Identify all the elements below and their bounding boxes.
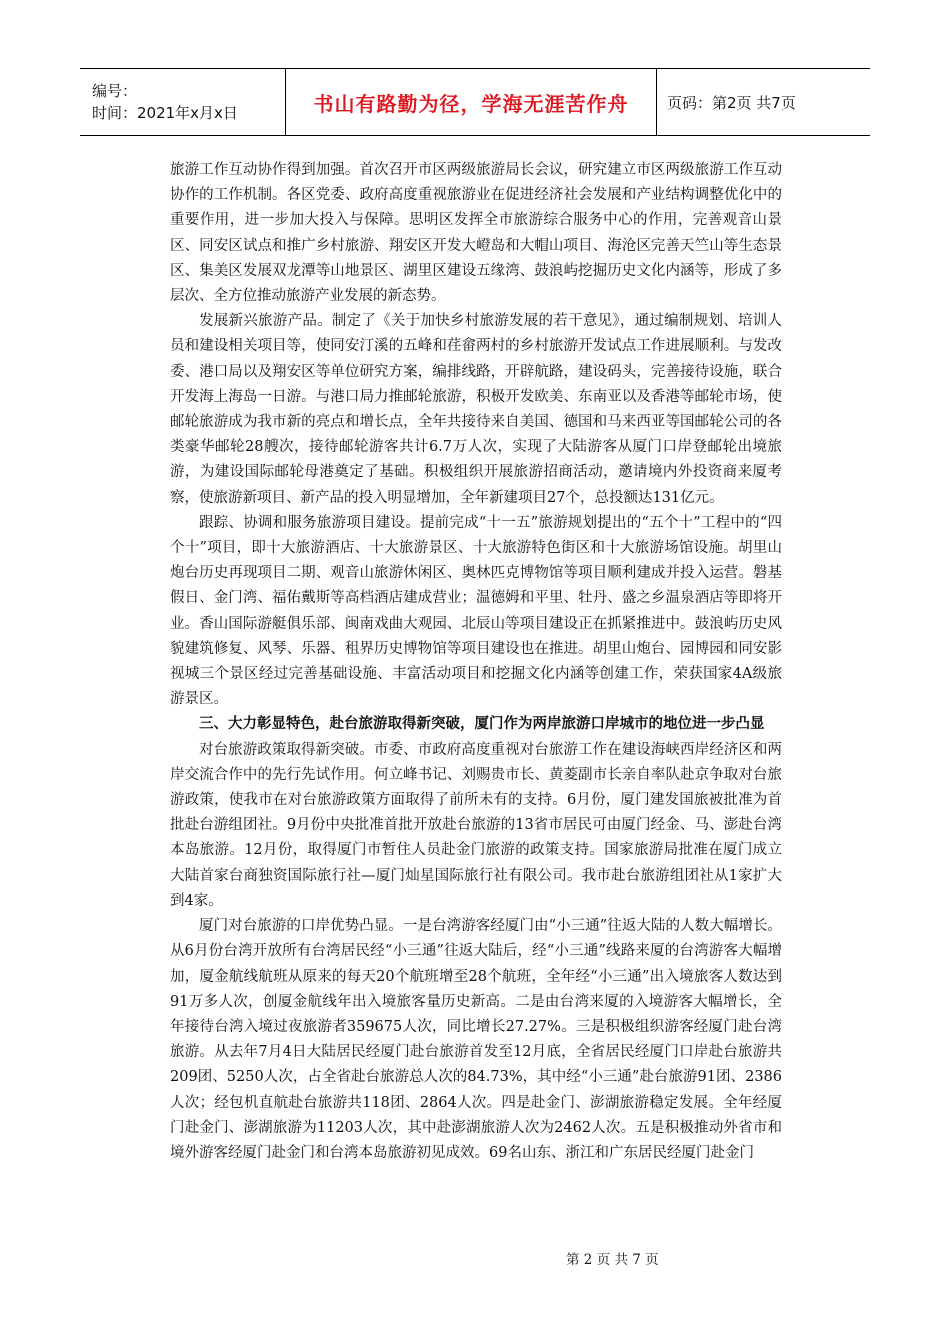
body-paragraph: 旅游工作互动协作得到加强。首次召开市区两级旅游局长会议，研究建立市区两级旅游工作互动协作的工作机制。各区党委、政府高度重视旅游业在促进经济社会发展和产业结构调整优化中的重要作用，进一步加大投入与保障。思明区发挥全市旅游综合服务中心的作用，完善观音山景区、同安区试点和推广乡村旅游、翔安区开发大嶝岛和大帽山项目、海沧区完善天竺山等生态景区、集美区发展双龙潭等山地景区、湖里区建设五缘湾、鼓浪屿挖掘历史文化内涵等，形成了多层次、全方位推动旅游产业发展的新态势。 (170, 162, 782, 305)
section-heading: 三、大力彰显特色，赴台旅游取得新突破，厦门作为两岸旅游口岸城市的地位进一步凸显 (199, 716, 765, 733)
header-page-cell (657, 69, 870, 135)
document-date-label: 时间：2021年x月x日 (92, 104, 238, 122)
body-paragraph: 对台旅游政策取得新突破。市委、市政府高度重视对台旅游工作在建设海峡西岸经济区和两岸交流合作中的先行先试作用。何立峰书记、刘赐贵市长、黄菱副市长亲自率队赴京争取对台旅游政策，使我市在对台旅游政策方面取得了前所未有的支持。6月份，厦门建发国旅被批准为首批赴台游组团社。9月份中央批准首批开放赴台旅游的13省市居民可由厦门经金、马、澎赴台湾本岛旅游。12月份，取得厦门市暂住人员赴金门旅游的政策支持。国家旅游局批准在厦门成立大陆首家台商独资国际旅行社—厦门灿星国际旅行社有限公司。我市赴台旅游组团社从1家扩大到4家。 (170, 741, 782, 909)
document-body (170, 158, 782, 1166)
document-number-label: 编号： (92, 82, 138, 100)
header-motto: 书山有路勤为径，学海无涯苦作舟 (313, 91, 629, 116)
header-meta (80, 69, 285, 135)
body-paragraph: 厦门对台旅游的口岸优势凸显。一是台湾游客经厦门由“小三通”往返大陆的人数大幅增长。从6月份台湾开放所有台湾居民经“小三通”往返大陆后，经“小三通”线路来厦的台湾游客大幅增加，厦金航线航班从原来的每天20个航班增至28个航班，全年经“小三通”出入境旅客人数达到91万多人次，创厦金航线年出入境旅客量历史新高。二是由台湾来厦的入境游客大幅增长，全年接待台湾入境过夜旅游者359675人次，同比增长27.27%。三是积极组织游客经厦门赴台湾旅游。从去年7月4日大陆居民经厦门赴台旅游首发至12月底，全省居民经厦门口岸赴台旅游共209团、5250人次，占全省赴台旅游总人次的84.73%，其中经“小三通”赴台旅游91团、2386人次；经包机直航赴台旅游共118团、2864人次。四是赴金门、澎湖旅游稳定发展。全年经厦门赴金门、澎湖旅游为11203人次，其中赴澎湖旅游人次为2462人次。五是积极推动外省市和境外游客经厦门赴金门和台湾本岛旅游初见成效。69名山东、浙江和广东居民经厦门赴金门 (170, 918, 782, 1161)
header-motto-cell (285, 69, 657, 135)
body-paragraph: 跟踪、协调和服务旅游项目建设。提前完成“十一五”旅游规划提出的“五个十”工程中的“四个十”项目，即十大旅游酒店、十大旅游景区、十大旅游特色街区和十大旅游场馆设施。胡里山炮台历史再现项目二期、观音山旅游休闲区、奥林匹克博物馆等项目顺利建成并投入运营。磐基假日、金门湾、福佑戴斯等高档酒店建成营业；温德姆和平里、牡丹、盛之乡温泉酒店等即将开业。香山国际游艇俱乐部、闽南戏曲大观园、北辰山等项目建设正在抓紧推进中。鼓浪屿历史风貌建筑修复、风琴、乐器、租界历史博物馆等项目建设也在推进。胡里山炮台、园博园和同安影视城三个景区经过完善基础设施、丰富活动项目和挖掘文化内涵等创建工作，荣获国家4A级旅游景区。 (170, 514, 782, 708)
footer-page-number: 第 2 页 共 7 页 (566, 1252, 659, 1268)
body-paragraph: 发展新兴旅游产品。制定了《关于加快乡村旅游发展的若干意见》，通过编制规划、培训人员和建设相关项目等，使同安汀溪的五峰和荏畲两村的乡村旅游开发试点工作进展顺利。与发改委、港口局以及翔安区等单位研究方案，编排线路，开辟航路，建设码头，完善接待设施，联合开发海上海岛一日游。与港口局力推邮轮旅游，积极开发欧美、东南亚以及香港等邮轮市场，使邮轮旅游成为我市新的亮点和增长点，全年共接待来自美国、德国和马来西亚等国邮轮公司的各类豪华邮轮28艘次，接待邮轮游客共计6.7万人次，实现了大陆游客从厦门口岸登邮轮出境旅游，为建设国际邮轮母港奠定了基础。积极组织开展旅游招商活动，邀请境内外投资商来厦考察，使旅游新项目、新产品的投入明显增加，全年新建项目27个，总投额达131亿元。 (170, 313, 782, 506)
page-header (80, 68, 870, 136)
header-page-number: 页码：第2页 共7页 (667, 93, 796, 112)
